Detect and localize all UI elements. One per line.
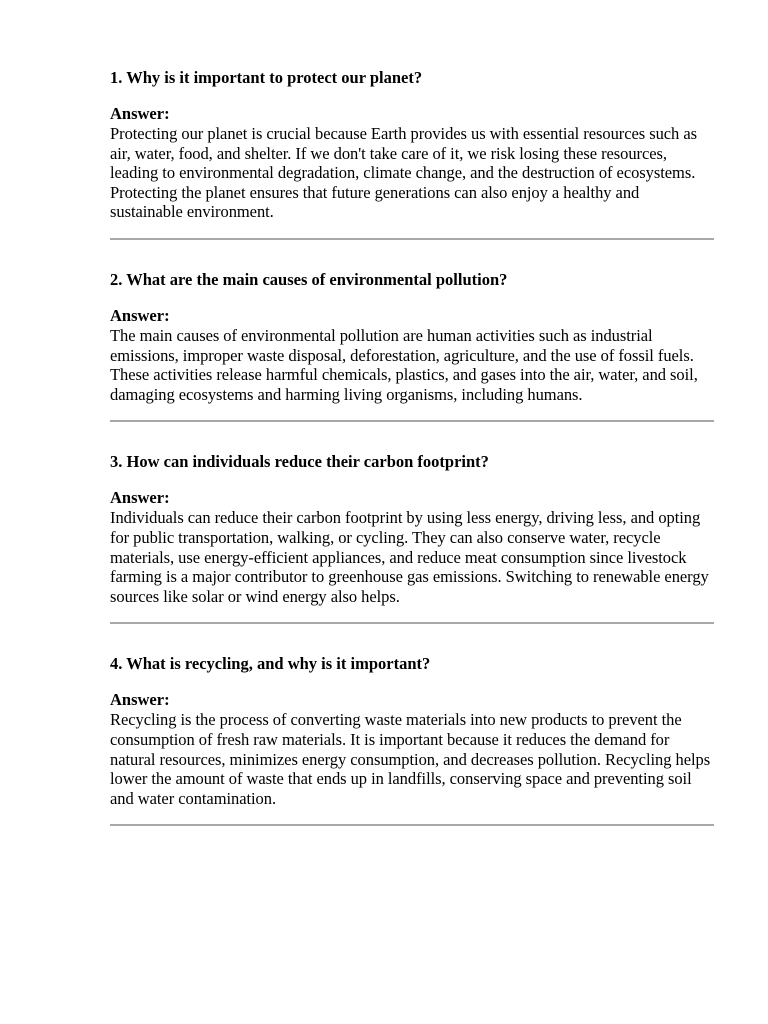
answer-label: Answer: [110, 690, 170, 710]
answer-label: Answer: [110, 305, 170, 325]
answer-text: Protecting our planet is crucial because Earth provides us with essential resources such as air, water, food, and shelter. If we don't take care of it, we risk losing these resources, leading to environmental degradation, climate change, and the destruction of ecosystems. Protecting the planet ensures that future generations can also enjoy a healthy and sustainable environment. [110, 124, 697, 222]
qa-section-4 [110, 654, 714, 826]
question-heading: 1. Why is it important to protect our planet? [110, 68, 423, 87]
document-page [110, 68, 714, 856]
section-divider [110, 824, 714, 826]
section-divider [110, 420, 714, 422]
qa-section-3 [110, 452, 714, 624]
section-divider [110, 238, 714, 240]
qa-section-2 [110, 270, 714, 422]
answer-label: Answer: [110, 488, 170, 508]
qa-section-1 [110, 68, 714, 240]
question-heading: 2. What are the main causes of environmental pollution? [110, 269, 508, 289]
question-heading: 3. How can individuals reduce their carbon footprint? [110, 452, 489, 472]
question-heading: 4. What is recycling, and why is it important? [110, 654, 431, 674]
answer-text: Individuals can reduce their carbon footprint by using less energy, driving less, and opting for public transportation, walking, or cycling. They can also conserve water, recycle materials, use energy-efficient appliances, and reduce meat consumption since livestock farming is a major contributor to greenhouse gas emissions. Switching to renewable energy sources like solar or wind energy also helps. [110, 508, 709, 606]
section-divider [110, 622, 714, 624]
answer-text: The main causes of environmental pollution are human activities such as industrial emissions, improper waste disposal, deforestation, agriculture, and the use of fossil fuels. These activities release harmful chemicals, plastics, and gases into the air, water, and soil, damaging ecosystems and harming living organisms, including humans. [110, 325, 698, 404]
answer-text: Recycling is the process of converting waste materials into new products to prevent the consumption of fresh raw materials. It is important because it reduces the demand for natural resources, minimizes energy consumption, and decreases pollution. Recycling helps lower the amount of waste that ends up in landfills, conserving space and preventing soil and water contamination. [110, 710, 711, 808]
answer-label: Answer: [110, 104, 170, 123]
